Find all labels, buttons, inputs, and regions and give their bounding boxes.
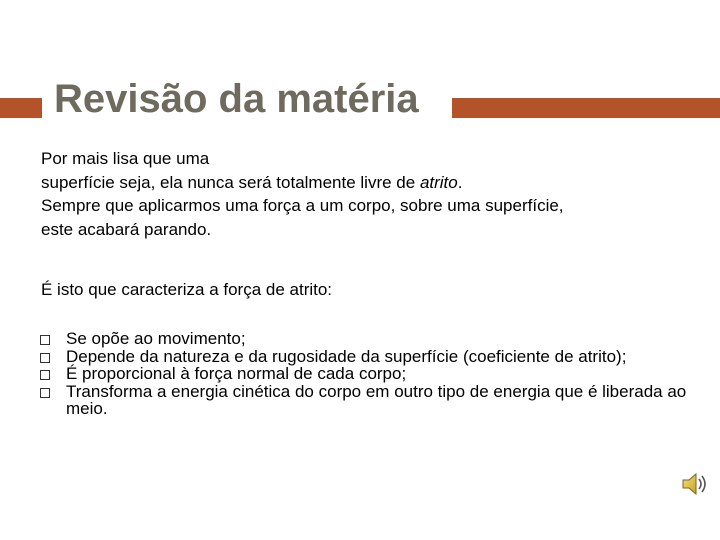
title-accent-bar-right <box>452 98 720 118</box>
slide-title: Revisão da matéria <box>54 77 419 121</box>
bullet-item <box>40 383 690 418</box>
bullet-text: Se opõe ao movimento; <box>66 329 246 348</box>
title-accent-bar-left <box>0 98 42 118</box>
subheading: É isto que caracteriza a força de atrito: <box>41 280 333 299</box>
intro-line-3: Sempre que aplicarmos uma força a um corpo, sobre uma superfície, <box>41 196 564 215</box>
bullet-text: É proporcional à força normal de cada corpo; <box>66 364 407 383</box>
bullet-square-icon <box>40 370 50 380</box>
bullet-square-icon <box>40 353 50 363</box>
intro-paragraph <box>41 147 701 241</box>
bullet-text: Depende da natureza e da rugosidade da superfície (coeficiente de atrito); <box>66 346 627 366</box>
intro-line-4: este acabará parando. <box>41 219 212 239</box>
speaker-icon[interactable] <box>680 470 708 498</box>
bullet-text: Transforma a energia cinética do corpo em outro tipo de energia que é liberada ao meio. <box>66 381 687 418</box>
intro-line-2 <box>41 171 701 195</box>
bullet-item <box>40 348 690 366</box>
intro-line-2-end: . <box>457 172 463 192</box>
bullet-item <box>40 330 690 348</box>
intro-line-1: Por mais lisa que uma <box>41 149 210 168</box>
bullet-square-icon <box>40 388 50 398</box>
bullet-list <box>40 330 690 418</box>
intro-line-2-text: superfície seja, ela nunca será totalmente livre de <box>41 172 420 192</box>
intro-emphasis-atrito: atrito <box>419 172 458 192</box>
bullet-square-icon <box>40 335 50 345</box>
bullet-item <box>40 365 690 383</box>
